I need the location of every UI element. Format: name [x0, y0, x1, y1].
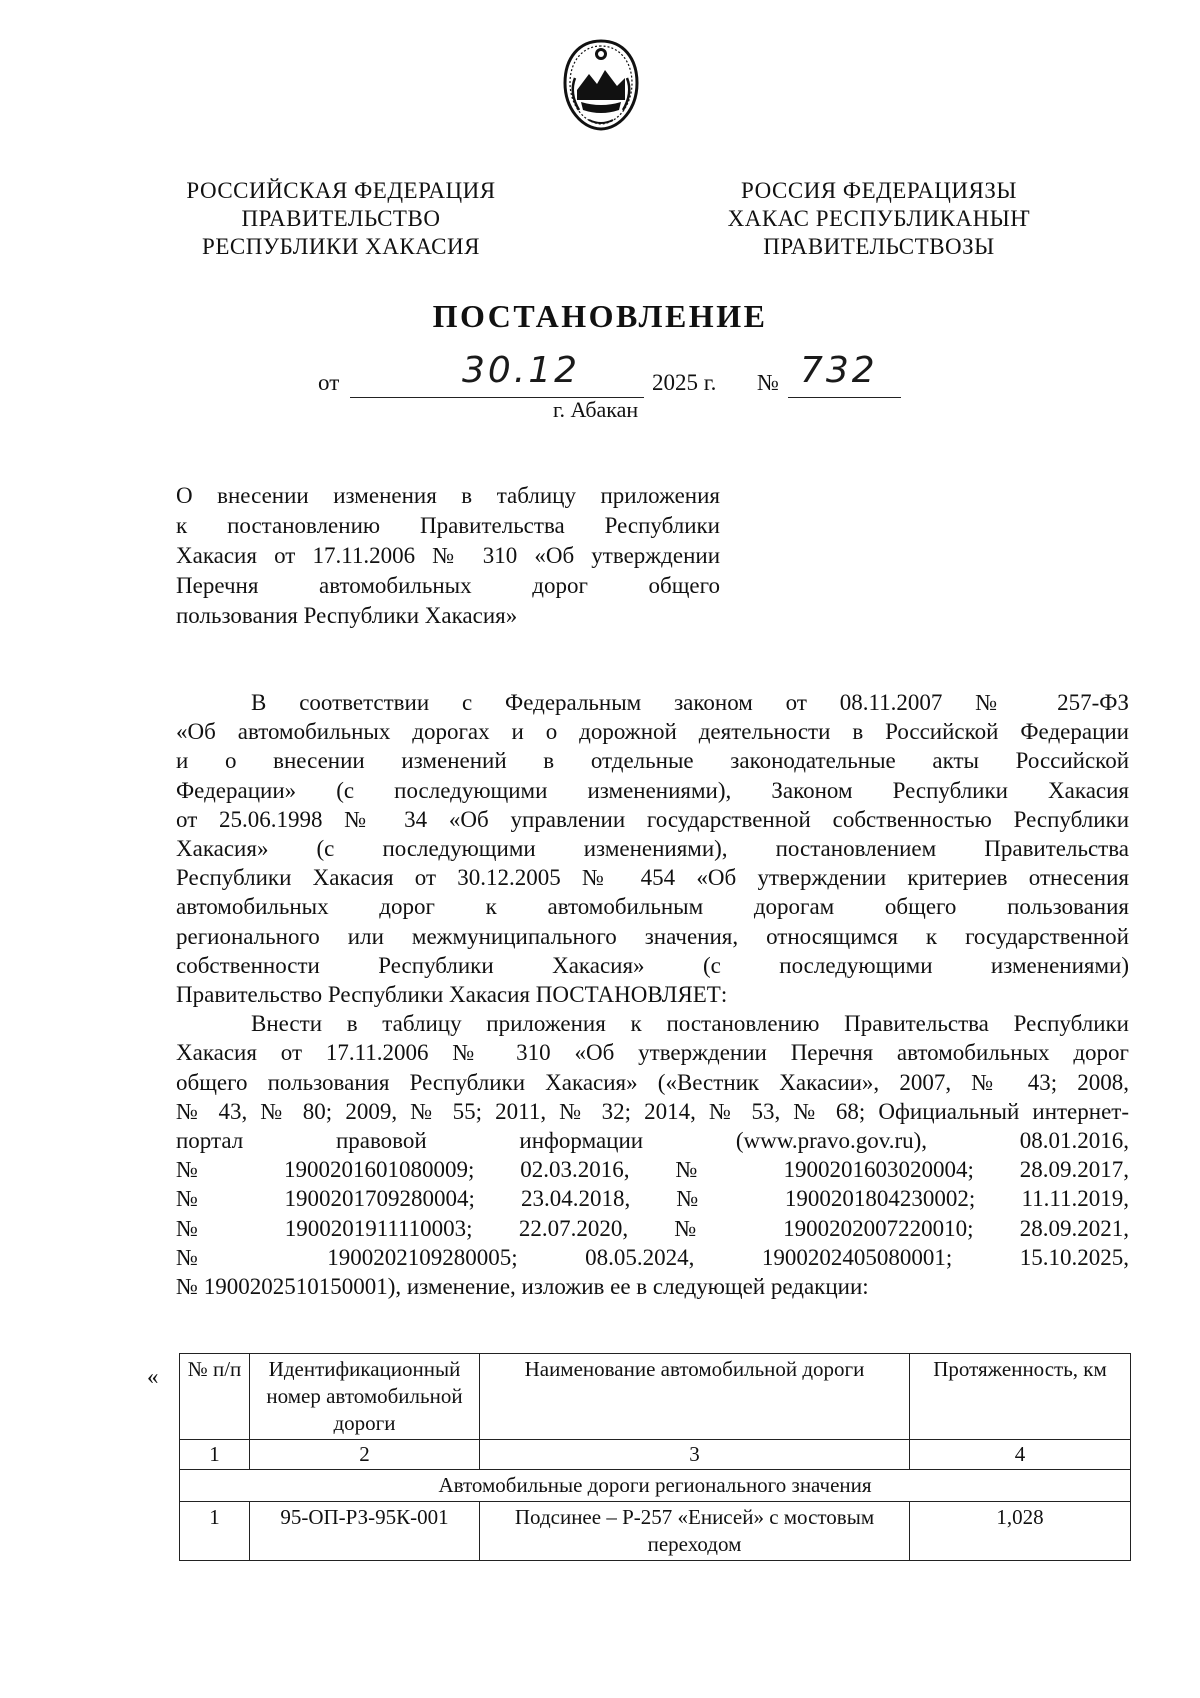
body-line: № 43, № 80; 2009, № 55; 2011, № 32; 2014, № 53, № 68; Официальный интернет-	[176, 1098, 1129, 1124]
table-row	[180, 1502, 1131, 1561]
handwritten-number: 732	[800, 350, 878, 391]
header-left	[176, 177, 506, 261]
header-left-line: ПРАВИТЕЛЬСТВО	[241, 206, 441, 231]
body-line: Внести в таблицу приложения к постановлению Правительства Республики	[251, 1011, 1129, 1037]
table-open-quote: «	[147, 1364, 159, 1389]
roads-table	[179, 1353, 1131, 1561]
number-label: №	[757, 370, 779, 395]
number-underline	[788, 397, 901, 398]
table-header-row	[180, 1354, 1131, 1440]
column-number-row	[180, 1440, 1131, 1470]
subject-line: Перечня автомобильных дорог общего	[176, 573, 720, 598]
section-title: Автомобильные дороги регионального значения	[180, 1470, 1131, 1502]
body-line: портал правовой информации (www.pravo.gov.ru), 08.01.2016,	[176, 1128, 1129, 1154]
column-number: 1	[180, 1440, 250, 1470]
body-line: Хакасия от 17.11.2006 № 310 «Об утверждении Перечня автомобильных дорог	[176, 1040, 1129, 1066]
body-line: № 1900202109280005; 08.05.2024, 1900202405080001; 15.10.2025,	[176, 1244, 1129, 1270]
column-number: 3	[480, 1440, 910, 1470]
body-line: № 1900201709280004; 23.04.2018, № 1900201804230002; 11.11.2019,	[176, 1186, 1129, 1212]
header-right	[714, 177, 1044, 261]
road-id: 95-ОП-РЗ-95К-001	[250, 1502, 480, 1561]
body-line: «Об автомобильных дорогах и о дорожной деятельности в Российской Федерации	[176, 719, 1129, 745]
date-from-label: от	[318, 370, 340, 395]
body-line: Хакасия» (с последующими изменениями), постановлением Правительства	[176, 836, 1129, 862]
header-cell: Идентификационный номер автомобильной дороги	[250, 1354, 480, 1440]
city: г. Абакан	[553, 397, 639, 422]
body-line: № 1900202510150001), изменение, изложив ее в следующей редакции:	[176, 1274, 869, 1300]
road-name: Подсинее – Р-257 «Енисей» с мостовым переходом	[480, 1502, 910, 1561]
subject-line: Хакасия от 17.11.2006 № 310 «Об утверждении	[176, 543, 720, 568]
body-line: № 1900201911110003; 22.07.2020, № 1900202007220010; 28.09.2021,	[176, 1215, 1129, 1241]
subject-block	[176, 481, 720, 631]
column-number: 4	[910, 1440, 1131, 1470]
body-line: автомобильных дорог к автомобильным дорогам общего пользования	[176, 894, 1129, 920]
column-number: 2	[250, 1440, 480, 1470]
coat-of-arms-emblem	[559, 38, 643, 132]
road-length: 1,028	[910, 1502, 1131, 1561]
body-line: общего пользования Республики Хакасия» («Вестник Хакасии», 2007, № 43; 2008,	[176, 1069, 1129, 1095]
subject-line: О внесении изменения в таблицу приложения	[176, 483, 720, 508]
header-cell: Протяженность, км	[910, 1354, 1131, 1440]
body-line: Правительство Республики Хакасия ПОСТАНОВЛЯЕТ:	[176, 982, 728, 1008]
header-left-line: РОССИЙСКАЯ ФЕДЕРАЦИЯ	[186, 178, 496, 203]
body-line: Республики Хакасия от 30.12.2005 № 454 «Об утверждении критериев отнесения	[176, 865, 1129, 891]
body-text	[176, 688, 1129, 1301]
header-left-line: РЕСПУБЛИКИ ХАКАСИЯ	[202, 234, 480, 259]
header-right-line: ПРАВИТЕЛЬСТВОЗЫ	[763, 234, 995, 259]
body-line: В соответствии с Федеральным законом от 08.11.2007 № 257-ФЗ	[251, 690, 1129, 715]
row-number: 1	[180, 1502, 250, 1561]
body-line: Федерации» (с последующими изменениями), Законом Республики Хакасия	[176, 777, 1129, 803]
header-cell: Наименование автомобильной дороги	[480, 1354, 910, 1440]
document-title: ПОСТАНОВЛЕНИЕ	[432, 298, 768, 334]
body-line: № 1900201601080009; 02.03.2016, № 1900201603020004; 28.09.2017,	[176, 1157, 1129, 1183]
body-line: от 25.06.1998 № 34 «Об управлении государственной собственностью Республики	[176, 806, 1129, 832]
date-year: 2025 г.	[652, 370, 717, 395]
header-right-line: РОССИЯ ФЕДЕРАЦИЯЗЫ	[741, 178, 1017, 203]
header-right-line: ХАКАС РЕСПУБЛИКАНЫҤ	[727, 206, 1031, 231]
body-line: и о внесении изменений в отдельные законодательные акты Российской	[176, 748, 1129, 774]
body-line: собственности Республики Хакасия» (с последующими изменениями)	[176, 952, 1129, 978]
section-row	[180, 1470, 1131, 1502]
handwritten-date: 30.12	[462, 350, 581, 391]
subject-line: к постановлению Правительства Республики	[176, 513, 720, 538]
body-line: регионального или межмуниципального значения, относящимся к государственной	[176, 923, 1129, 949]
header-cell: № п/п	[180, 1354, 250, 1440]
subject-line: пользования Республики Хакасия»	[176, 603, 518, 628]
